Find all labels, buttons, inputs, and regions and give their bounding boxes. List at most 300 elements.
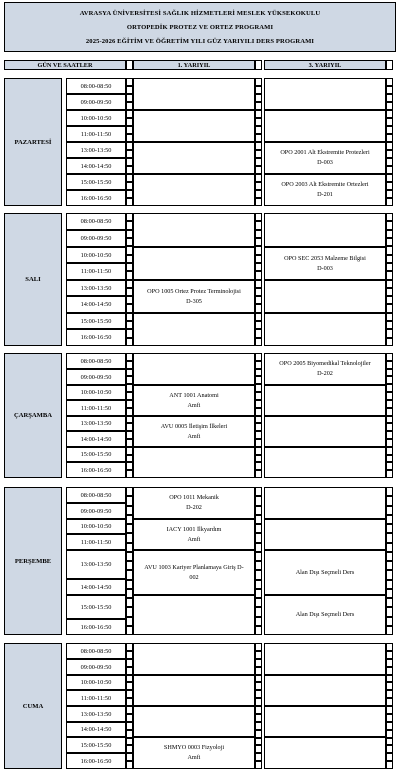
grid-strip [386,118,393,126]
grid-strip [126,487,133,496]
course-title: Alan Dışı Seçmeli Ders [295,568,355,576]
grid-strip [255,643,262,651]
grid-strip [255,667,262,675]
grid-strip [255,607,262,616]
grid-strip [255,338,262,346]
time-slot: 13:00-13:50 [66,142,126,158]
grid-strip [386,626,393,635]
grid-strip [386,361,393,369]
grid-strip [255,142,262,150]
grid-strip [386,431,393,439]
grid-strip [126,213,133,221]
time-slot: 14:00-14:50 [66,431,126,447]
grid-strip [386,166,393,174]
grid-strip [386,651,393,659]
time-slot: 09:00-09:50 [66,94,126,110]
grid-strip [126,255,133,263]
grid-strip [126,738,133,746]
course-cell [133,737,255,769]
grid-strip [255,682,262,690]
course-title: Alan Dışı Seçmeli Ders [295,611,355,618]
grid-strip [386,714,393,722]
grid-strip [386,753,393,761]
grid-strip [126,400,133,408]
grid-strip [386,659,393,667]
grid-strip [126,280,133,288]
grid-strip [386,533,393,542]
time-slot: 16:00-16:50 [66,329,126,346]
time-slot: 13:00-13:50 [66,416,126,431]
grid-strip [255,651,262,659]
grid-strip [126,439,133,447]
grid-strip [386,506,393,515]
grid-strip [126,698,133,706]
grid-strip [386,353,393,361]
grid-strip [386,150,393,158]
time-slot: 16:00-16:50 [66,190,126,206]
time-slot: 16:00-16:50 [66,619,126,635]
course-title: ANT 1001 Anatomi [169,391,219,399]
grid-strip [386,515,393,524]
grid-strip [386,296,393,304]
empty-cell [264,706,386,737]
course-room: D-201 [317,191,333,198]
grid-strip [126,271,133,279]
grid-strip [255,561,262,570]
grid-strip [255,496,262,505]
grid-strip [126,690,133,698]
grid-strip [126,134,133,142]
grid-strip [386,589,393,598]
grid-strip [126,221,133,229]
time-slot: 08:00-08:50 [66,78,126,94]
grid-strip [386,60,393,70]
grid-strip [126,506,133,515]
grid-strip [386,238,393,246]
time-slot: 14:00-14:50 [66,158,126,174]
grid-strip [255,238,262,246]
grid-strip [126,515,133,524]
grid-strip [386,126,393,134]
grid-strip [386,392,393,400]
course-room: D-305 [186,297,202,305]
grid-strip [255,376,262,384]
grid-strip [126,659,133,667]
empty-cell [133,706,255,737]
grid-strip [255,255,262,263]
empty-cell [133,78,255,110]
grid-strip [126,158,133,166]
grid-strip [255,198,262,206]
grid-strip [126,118,133,126]
grid-strip [255,589,262,598]
empty-cell [264,737,386,769]
grid-strip [255,313,262,321]
grid-strip [386,570,393,579]
grid-strip [255,86,262,94]
grid-strip [386,246,393,254]
grid-strip [386,423,393,431]
grid-strip [386,313,393,321]
grid-strip [386,447,393,455]
grid-strip [255,150,262,158]
grid-strip [386,675,393,683]
grid-strip [255,190,262,198]
grid-strip [126,392,133,400]
grid-strip [126,313,133,321]
empty-cell [133,447,255,478]
empty-cell [133,247,255,280]
grid-strip [255,470,262,478]
grid-strip [255,102,262,110]
course-cell [133,385,255,416]
grid-strip [255,617,262,626]
grid-strip [386,439,393,447]
course-cell [264,142,386,174]
grid-strip [255,730,262,738]
grid-strip [255,230,262,238]
grid-strip [255,353,262,361]
empty-cell [133,353,255,385]
empty-cell [264,447,386,478]
time-slot: 14:00-14:50 [66,722,126,737]
grid-strip [255,698,262,706]
grid-strip [126,580,133,589]
grid-strip [126,626,133,635]
semester1-header: 1. YARIYIL [133,60,255,70]
grid-strip [126,376,133,384]
grid-strip [255,416,262,424]
grid-strip [386,213,393,221]
grid-strip [386,607,393,616]
day-label-wednesday: ÇARŞAMBA [4,353,62,478]
grid-strip [386,190,393,198]
grid-strip [126,198,133,206]
time-slot: 14:00-14:50 [66,579,126,595]
course-cell [133,280,255,313]
grid-strip [255,626,262,635]
grid-strip [255,524,262,533]
program-title: ORTOPEDİK PROTEZ VE ORTEZ PROGRAMI [126,23,274,31]
time-slot: 15:00-15:50 [66,737,126,753]
course-cell [264,550,386,595]
grid-strip [386,580,393,589]
grid-strip [126,745,133,753]
grid-strip [386,158,393,166]
course-title: OPO SEC 2053 Malzeme Bilgisi [284,254,366,262]
grid-strip [255,361,262,369]
time-slot: 08:00-08:50 [66,643,126,659]
grid-strip [126,447,133,455]
university-title: AVRASYA ÜNİVERSİTESİ SAĞLIK HİZMETLERİ MESLEK YÜKSEKOKULU [79,9,321,17]
grid-strip [255,675,262,683]
grid-strip [255,515,262,524]
day-label-tuesday: SALI [4,213,62,346]
grid-strip [126,667,133,675]
grid-strip [386,643,393,651]
grid-strip [126,423,133,431]
grid-strip [255,580,262,589]
grid-strip [255,329,262,337]
grid-strip [386,384,393,392]
grid-strip [386,667,393,675]
course-cell [264,595,386,635]
course-cell [133,487,255,519]
grid-strip [255,118,262,126]
course-cell [264,174,386,206]
semester3-header: 3. YARIYIL [264,60,386,70]
grid-strip [386,182,393,190]
grid-strip [126,455,133,463]
grid-strip [386,690,393,698]
empty-cell [264,487,386,519]
grid-strip [386,561,393,570]
time-slot: 11:00-11:50 [66,126,126,142]
grid-strip [126,94,133,102]
grid-strip [126,524,133,533]
grid-strip [386,102,393,110]
grid-strip [386,761,393,769]
empty-cell [133,313,255,346]
empty-cell [133,110,255,142]
grid-strip [386,408,393,416]
grid-strip [126,408,133,416]
grid-strip [126,182,133,190]
course-title: OPO 1011 Mekanik [169,494,219,501]
grid-strip [386,376,393,384]
grid-strip [126,338,133,346]
course-room: 002 [189,573,199,581]
grid-strip [386,496,393,505]
grid-strip [126,651,133,659]
grid-strip [255,570,262,579]
grid-strip [255,321,262,329]
grid-strip [126,675,133,683]
grid-strip [126,263,133,271]
grid-strip [386,369,393,377]
course-room: Amfi [187,432,201,440]
grid-strip [126,126,133,134]
course-title: OPO 2005 Biyomedikal Teknolojiler [279,360,371,367]
grid-strip [126,416,133,424]
empty-cell [264,280,386,313]
time-slot: 14:00-14:50 [66,296,126,313]
grid-strip [255,552,262,561]
time-slot: 08:00-08:50 [66,213,126,230]
grid-strip [255,369,262,377]
empty-cell [264,385,386,416]
grid-strip [126,361,133,369]
grid-strip [255,296,262,304]
grid-strip [126,288,133,296]
empty-cell [264,313,386,346]
grid-strip [255,392,262,400]
grid-strip [126,431,133,439]
course-cell [264,353,386,385]
grid-strip [126,730,133,738]
grid-strip [386,730,393,738]
grid-strip [386,722,393,730]
grid-strip [126,561,133,570]
course-title: SHMYO 0003 Fizyoloji [163,744,225,751]
grid-strip [255,174,262,182]
grid-strip [126,166,133,174]
empty-cell [264,78,386,110]
grid-strip [386,416,393,424]
time-slot: 11:00-11:50 [66,690,126,706]
grid-strip [126,682,133,690]
grid-strip [126,533,133,542]
grid-strip [126,496,133,505]
day-label-monday: PAZARTESİ [4,78,62,206]
empty-cell [133,213,255,247]
grid-strip [126,60,133,70]
grid-strip [255,598,262,607]
grid-strip [386,321,393,329]
grid-strip [255,455,262,463]
grid-strip [255,263,262,271]
grid-strip [126,570,133,579]
grid-strip [255,288,262,296]
empty-cell [264,213,386,247]
grid-strip [126,142,133,150]
grid-strip [126,722,133,730]
grid-strip [255,439,262,447]
empty-cell [264,519,386,550]
grid-strip [386,400,393,408]
days-times-header: GÜN VE SAATLER [4,60,126,70]
course-cell [264,247,386,280]
grid-strip [255,246,262,254]
grid-strip [126,78,133,86]
grid-strip [126,598,133,607]
grid-strip [255,60,262,70]
time-slot: 11:00-11:50 [66,400,126,416]
course-cell [133,416,255,447]
empty-cell [264,643,386,675]
grid-strip [386,487,393,496]
grid-strip [126,353,133,361]
grid-strip [126,329,133,337]
grid-strip [255,690,262,698]
grid-strip [386,462,393,470]
grid-strip [255,753,262,761]
grid-strip [386,329,393,337]
grid-strip [386,455,393,463]
grid-strip [126,110,133,118]
course-room: Amfi [187,401,201,409]
grid-strip [126,246,133,254]
time-slot: 15:00-15:50 [66,595,126,619]
empty-cell [133,142,255,174]
grid-strip [255,213,262,221]
grid-strip [255,462,262,470]
course-title: OPO 2001 Alt Ekstremite Protezleri [280,149,370,156]
course-cell [133,550,255,595]
grid-strip [255,271,262,279]
time-slot: 09:00-09:50 [66,503,126,519]
grid-strip [255,659,262,667]
course-title: IACY 1001 İlkyardım [166,525,222,533]
grid-strip [126,543,133,552]
grid-strip [126,714,133,722]
day-label-thursday: PERŞEMBE [4,487,62,635]
grid-strip [255,533,262,542]
empty-cell [264,675,386,706]
course-title: AVU 1003 Kariyer Planlamaya Giriş D- [144,563,244,571]
grid-strip [126,369,133,377]
grid-strip [255,423,262,431]
grid-strip [386,221,393,229]
grid-strip [255,431,262,439]
grid-strip [255,714,262,722]
grid-strip [386,255,393,263]
grid-strip [386,543,393,552]
grid-strip [126,706,133,714]
grid-strip [255,738,262,746]
grid-strip [255,447,262,455]
grid-strip [255,280,262,288]
grid-strip [386,94,393,102]
time-slot: 15:00-15:50 [66,313,126,329]
grid-strip [386,198,393,206]
grid-strip [386,78,393,86]
term-title: 2025-2026 EĞİTİM VE ÖĞRETİM YILI GÜZ YARIYILI DERS PROGRAMI [85,37,315,45]
grid-strip [126,321,133,329]
grid-strip [386,338,393,346]
grid-strip [126,150,133,158]
empty-cell [264,416,386,447]
course-title: AVU 0005 İletişim İlkeleri [160,422,228,430]
grid-strip [126,470,133,478]
grid-strip [255,761,262,769]
course-room: D-003 [317,264,333,272]
grid-strip [126,174,133,182]
time-slot: 10:00-10:50 [66,675,126,690]
course-room: D-202 [186,504,202,511]
time-slot: 10:00-10:50 [66,519,126,534]
course-title: OPO 2003 Alt Ekstremite Ortezleri [281,181,369,188]
grid-strip [255,304,262,312]
grid-strip [386,738,393,746]
grid-strip [255,126,262,134]
time-slot: 13:00-13:50 [66,550,126,579]
grid-strip [386,134,393,142]
grid-strip [255,400,262,408]
grid-strip [126,617,133,626]
grid-strip [255,722,262,730]
grid-strip [386,470,393,478]
time-slot: 09:00-09:50 [66,369,126,385]
grid-strip [386,617,393,626]
time-slot: 15:00-15:50 [66,447,126,462]
empty-cell [264,110,386,142]
course-room: D-003 [317,159,333,166]
grid-strip [386,524,393,533]
grid-strip [386,288,393,296]
grid-strip [126,230,133,238]
grid-strip [386,86,393,94]
grid-strip [126,589,133,598]
grid-strip [386,280,393,288]
grid-strip [386,552,393,561]
course-room: D-202 [317,370,333,377]
grid-strip [255,487,262,496]
grid-strip [255,221,262,229]
grid-strip [255,94,262,102]
empty-cell [133,643,255,675]
grid-strip [126,304,133,312]
